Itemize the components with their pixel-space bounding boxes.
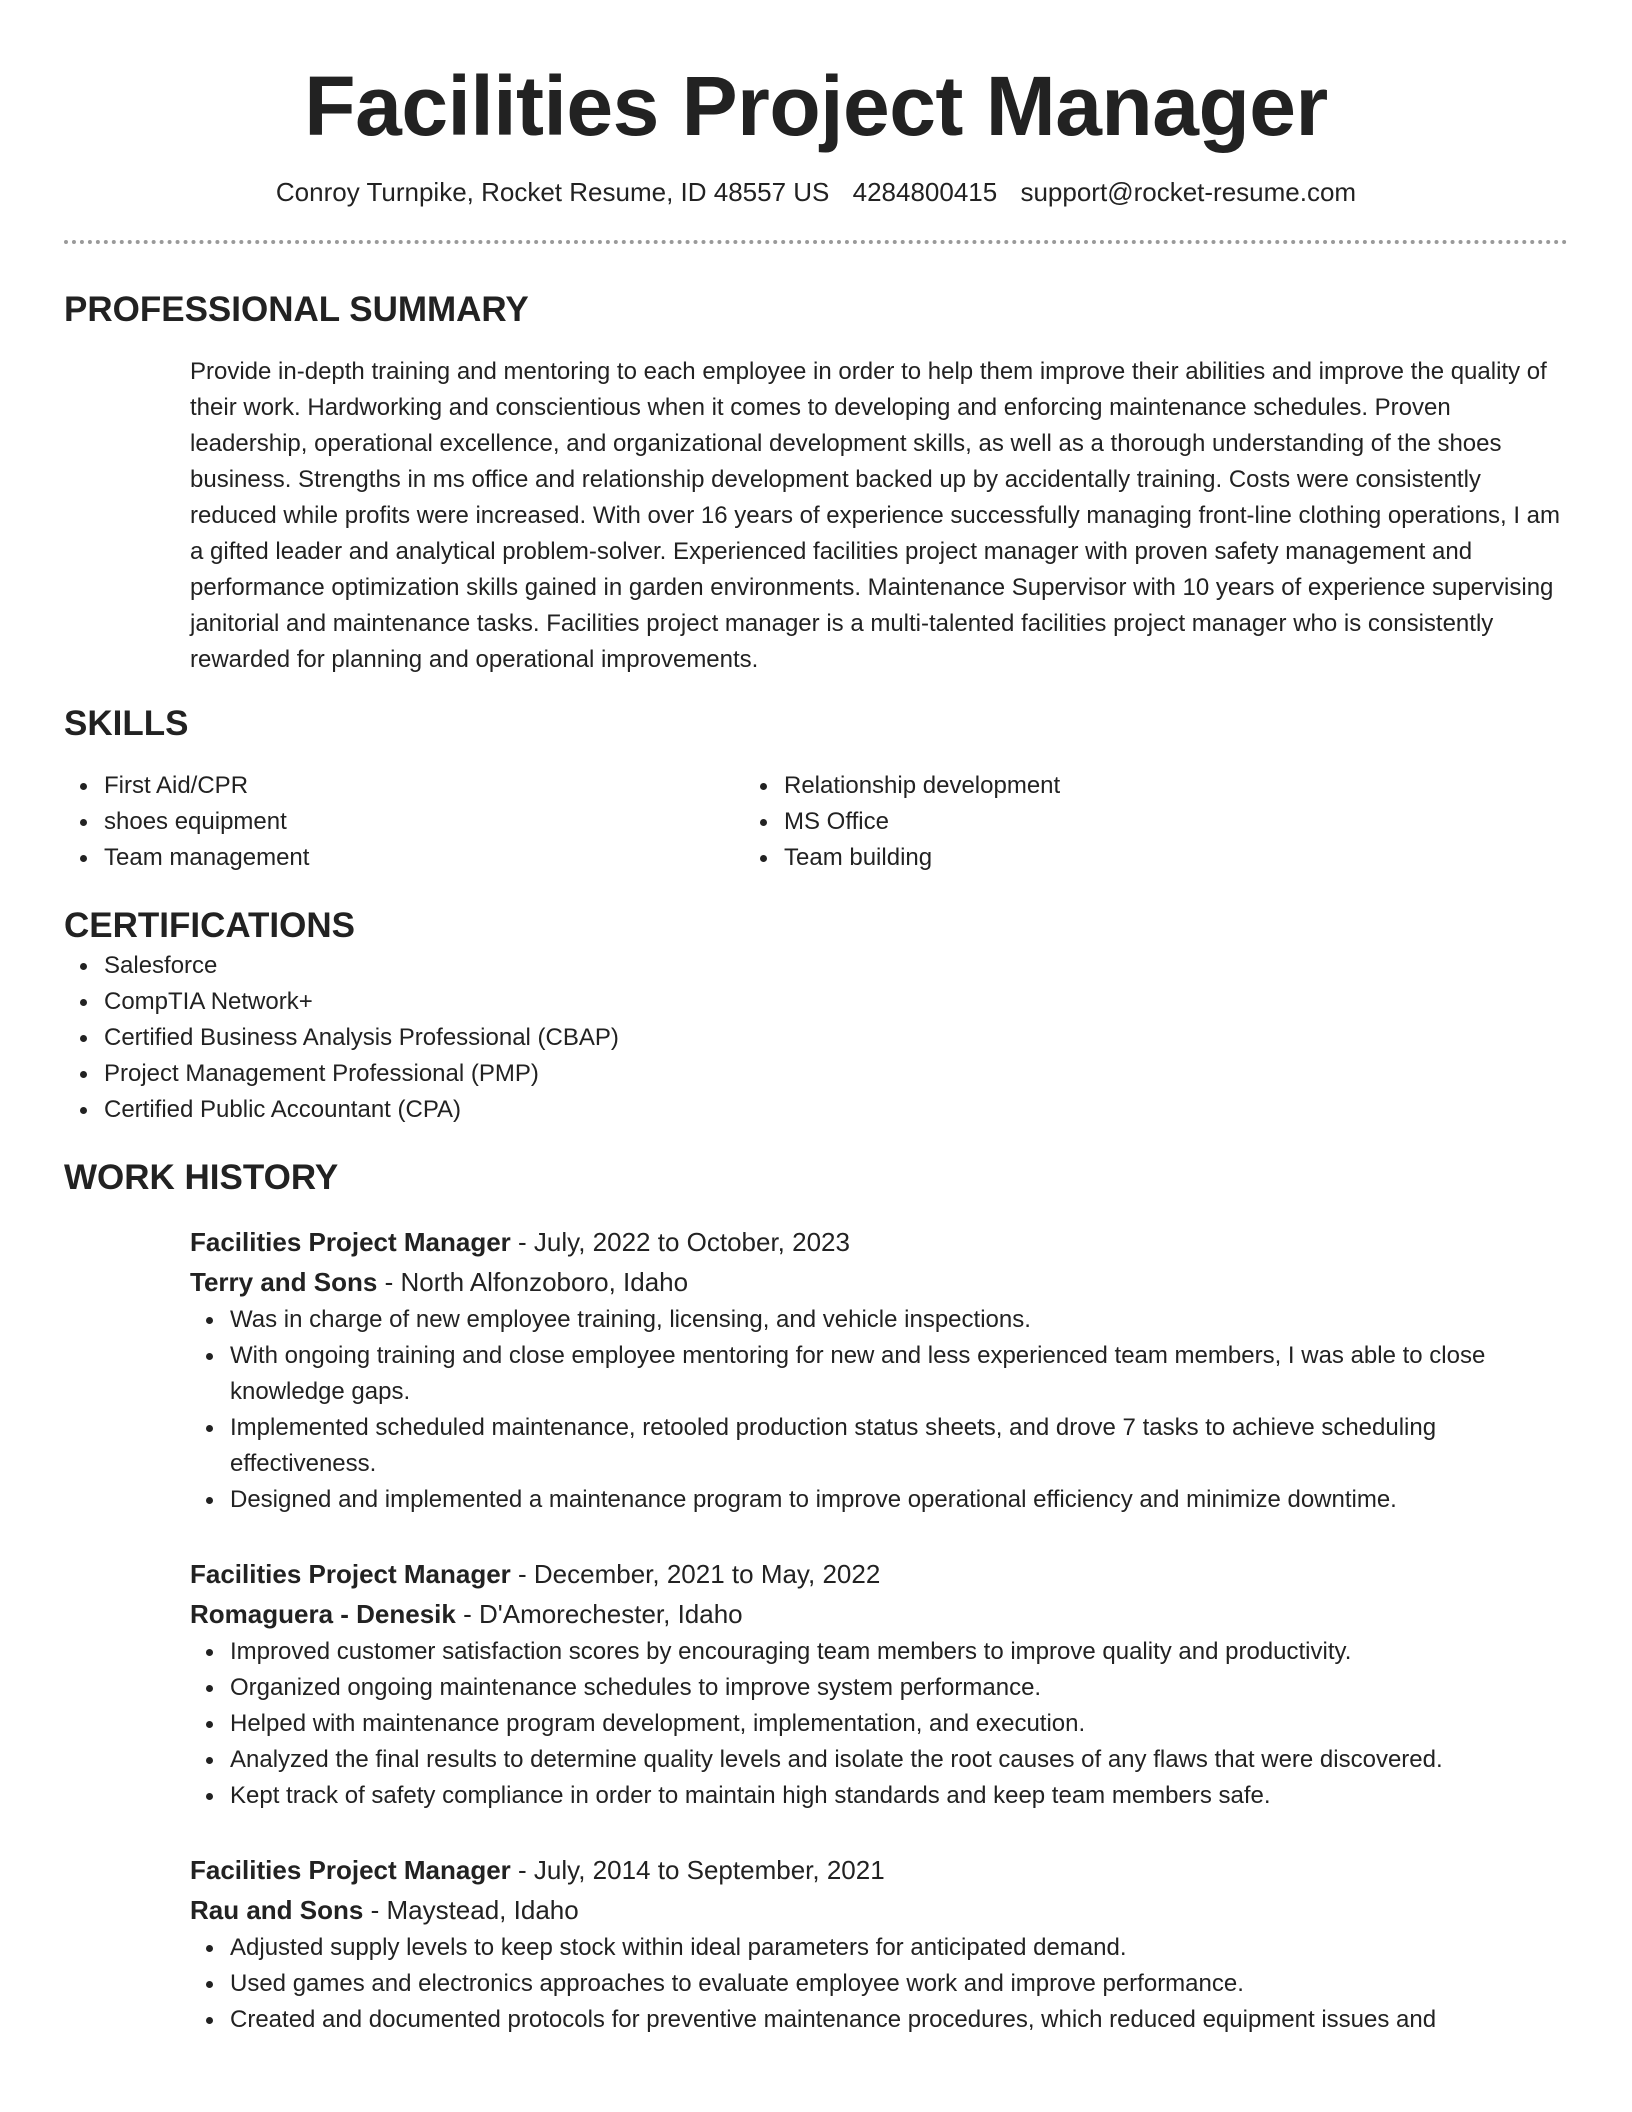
summary-text: Provide in-depth training and mentoring to each employee in order to help them improve their abilities and improve the quality of their work. Hardworking and conscientious when it comes to developing and enforcing maintenance schedules. Proven leadership, operational excellence, and organizational development skills, as well as a thorough understanding of the shoes business. Strengths in ms office and relationship development backed up by accidentally training. Costs were consistently reduced while profits were increased. With over 16 years of experience successfully managing front-line clothing operations, I am a gifted leader and analytical problem-solver. Experienced facilities project manager with proven safety management and performance optimization skills gained in garden environments. Maintenance Supervisor with 10 years of experience supervising janitorial and maintenance tasks. Facilities project manager is a multi-talented facilities project manager who is consistently rewarded for planning and operational improvements.	[190, 358, 1561, 673]
list-item: Salesforce	[64, 948, 1568, 984]
list-item: Organized ongoing maintenance schedules to improve system performance.	[190, 1670, 1568, 1706]
list-item: Improved customer satisfaction scores by encouraging team members to improve quality and productivity.	[190, 1634, 1568, 1670]
job-title-line	[190, 1222, 1568, 1262]
section-title-certifications: CERTIFICATIONS	[64, 906, 356, 945]
job-bullets	[190, 1634, 1568, 1814]
skills-list	[64, 768, 1568, 876]
job-dates: - July, 2014 to September, 2021	[510, 1855, 885, 1885]
job-company-line	[190, 1890, 1568, 1930]
job-company: Rau and Sons	[190, 1895, 364, 1925]
header-divider	[64, 240, 1568, 244]
list-item: CompTIA Network+	[64, 984, 1568, 1020]
list-item: Used games and electronics approaches to evaluate employee work and improve performance.	[190, 1966, 1568, 2002]
list-item: shoes equipment	[64, 804, 744, 840]
job-entry	[190, 1850, 1568, 2038]
job-bullets	[190, 1302, 1568, 1518]
list-item: Project Management Professional (PMP)	[64, 1056, 1568, 1092]
job-title-line	[190, 1554, 1568, 1594]
job-location: - North Alfonzoboro, Idaho	[377, 1267, 689, 1297]
address: Conroy Turnpike, Rocket Resume, ID 48557 US	[275, 177, 830, 207]
list-item: Implemented scheduled maintenance, retooled production status sheets, and drove 7 tasks to achieve scheduling effectiveness.	[190, 1410, 1568, 1482]
job-dates: - July, 2022 to October, 2023	[510, 1227, 850, 1257]
list-item: Certified Business Analysis Professional (CBAP)	[64, 1020, 1568, 1056]
list-item: Certified Public Accountant (CPA)	[64, 1092, 1568, 1128]
job-entry	[190, 1554, 1568, 1814]
job-dates: - December, 2021 to May, 2022	[510, 1559, 881, 1589]
list-item: Was in charge of new employee training, licensing, and vehicle inspections.	[190, 1302, 1568, 1338]
section-title-summary: PROFESSIONAL SUMMARY	[64, 290, 529, 329]
job-entry	[190, 1222, 1568, 1518]
list-item: Adjusted supply levels to keep stock within ideal parameters for anticipated demand.	[190, 1930, 1568, 1966]
email: support@rocket-resume.com	[1020, 177, 1357, 207]
contact-line	[64, 174, 1568, 210]
list-item: Team management	[64, 840, 744, 876]
list-item: Created and documented protocols for preventive maintenance procedures, which reduced equipment issues and	[190, 2002, 1568, 2038]
phone: 4284800415	[852, 177, 998, 207]
resume-page	[64, 0, 1568, 2038]
job-role: Facilities Project Manager	[190, 1855, 511, 1885]
page-title: Facilities Project Manager	[304, 59, 1328, 153]
list-item: Analyzed the final results to determine quality levels and isolate the root causes of any flaws that were discovered.	[190, 1742, 1568, 1778]
section-title-work-history: WORK HISTORY	[64, 1158, 339, 1197]
job-bullets	[190, 1930, 1568, 2038]
list-item: Relationship development	[744, 768, 1424, 804]
job-title-line	[190, 1850, 1568, 1890]
section-title-skills: SKILLS	[64, 704, 189, 743]
job-company-line	[190, 1262, 1568, 1302]
list-item: MS Office	[744, 804, 1424, 840]
job-location: - D'Amorechester, Idaho	[455, 1599, 743, 1629]
skills-column-1	[64, 768, 744, 876]
skills-column-2	[744, 768, 1424, 876]
list-item: First Aid/CPR	[64, 768, 744, 804]
job-location: - Maystead, Idaho	[363, 1895, 579, 1925]
list-item: Team building	[744, 840, 1424, 876]
job-company-line	[190, 1594, 1568, 1634]
job-company: Romaguera - Denesik	[190, 1599, 456, 1629]
list-item: Helped with maintenance program development, implementation, and execution.	[190, 1706, 1568, 1742]
list-item: Designed and implemented a maintenance program to improve operational efficiency and minimize downtime.	[190, 1482, 1568, 1518]
job-company: Terry and Sons	[190, 1267, 378, 1297]
list-item: Kept track of safety compliance in order to maintain high standards and keep team members safe.	[190, 1778, 1568, 1814]
certifications-list	[64, 948, 1568, 1128]
job-role: Facilities Project Manager	[190, 1227, 511, 1257]
list-item: With ongoing training and close employee mentoring for new and less experienced team members, I was able to close knowledge gaps.	[190, 1338, 1568, 1410]
job-role: Facilities Project Manager	[190, 1559, 511, 1589]
